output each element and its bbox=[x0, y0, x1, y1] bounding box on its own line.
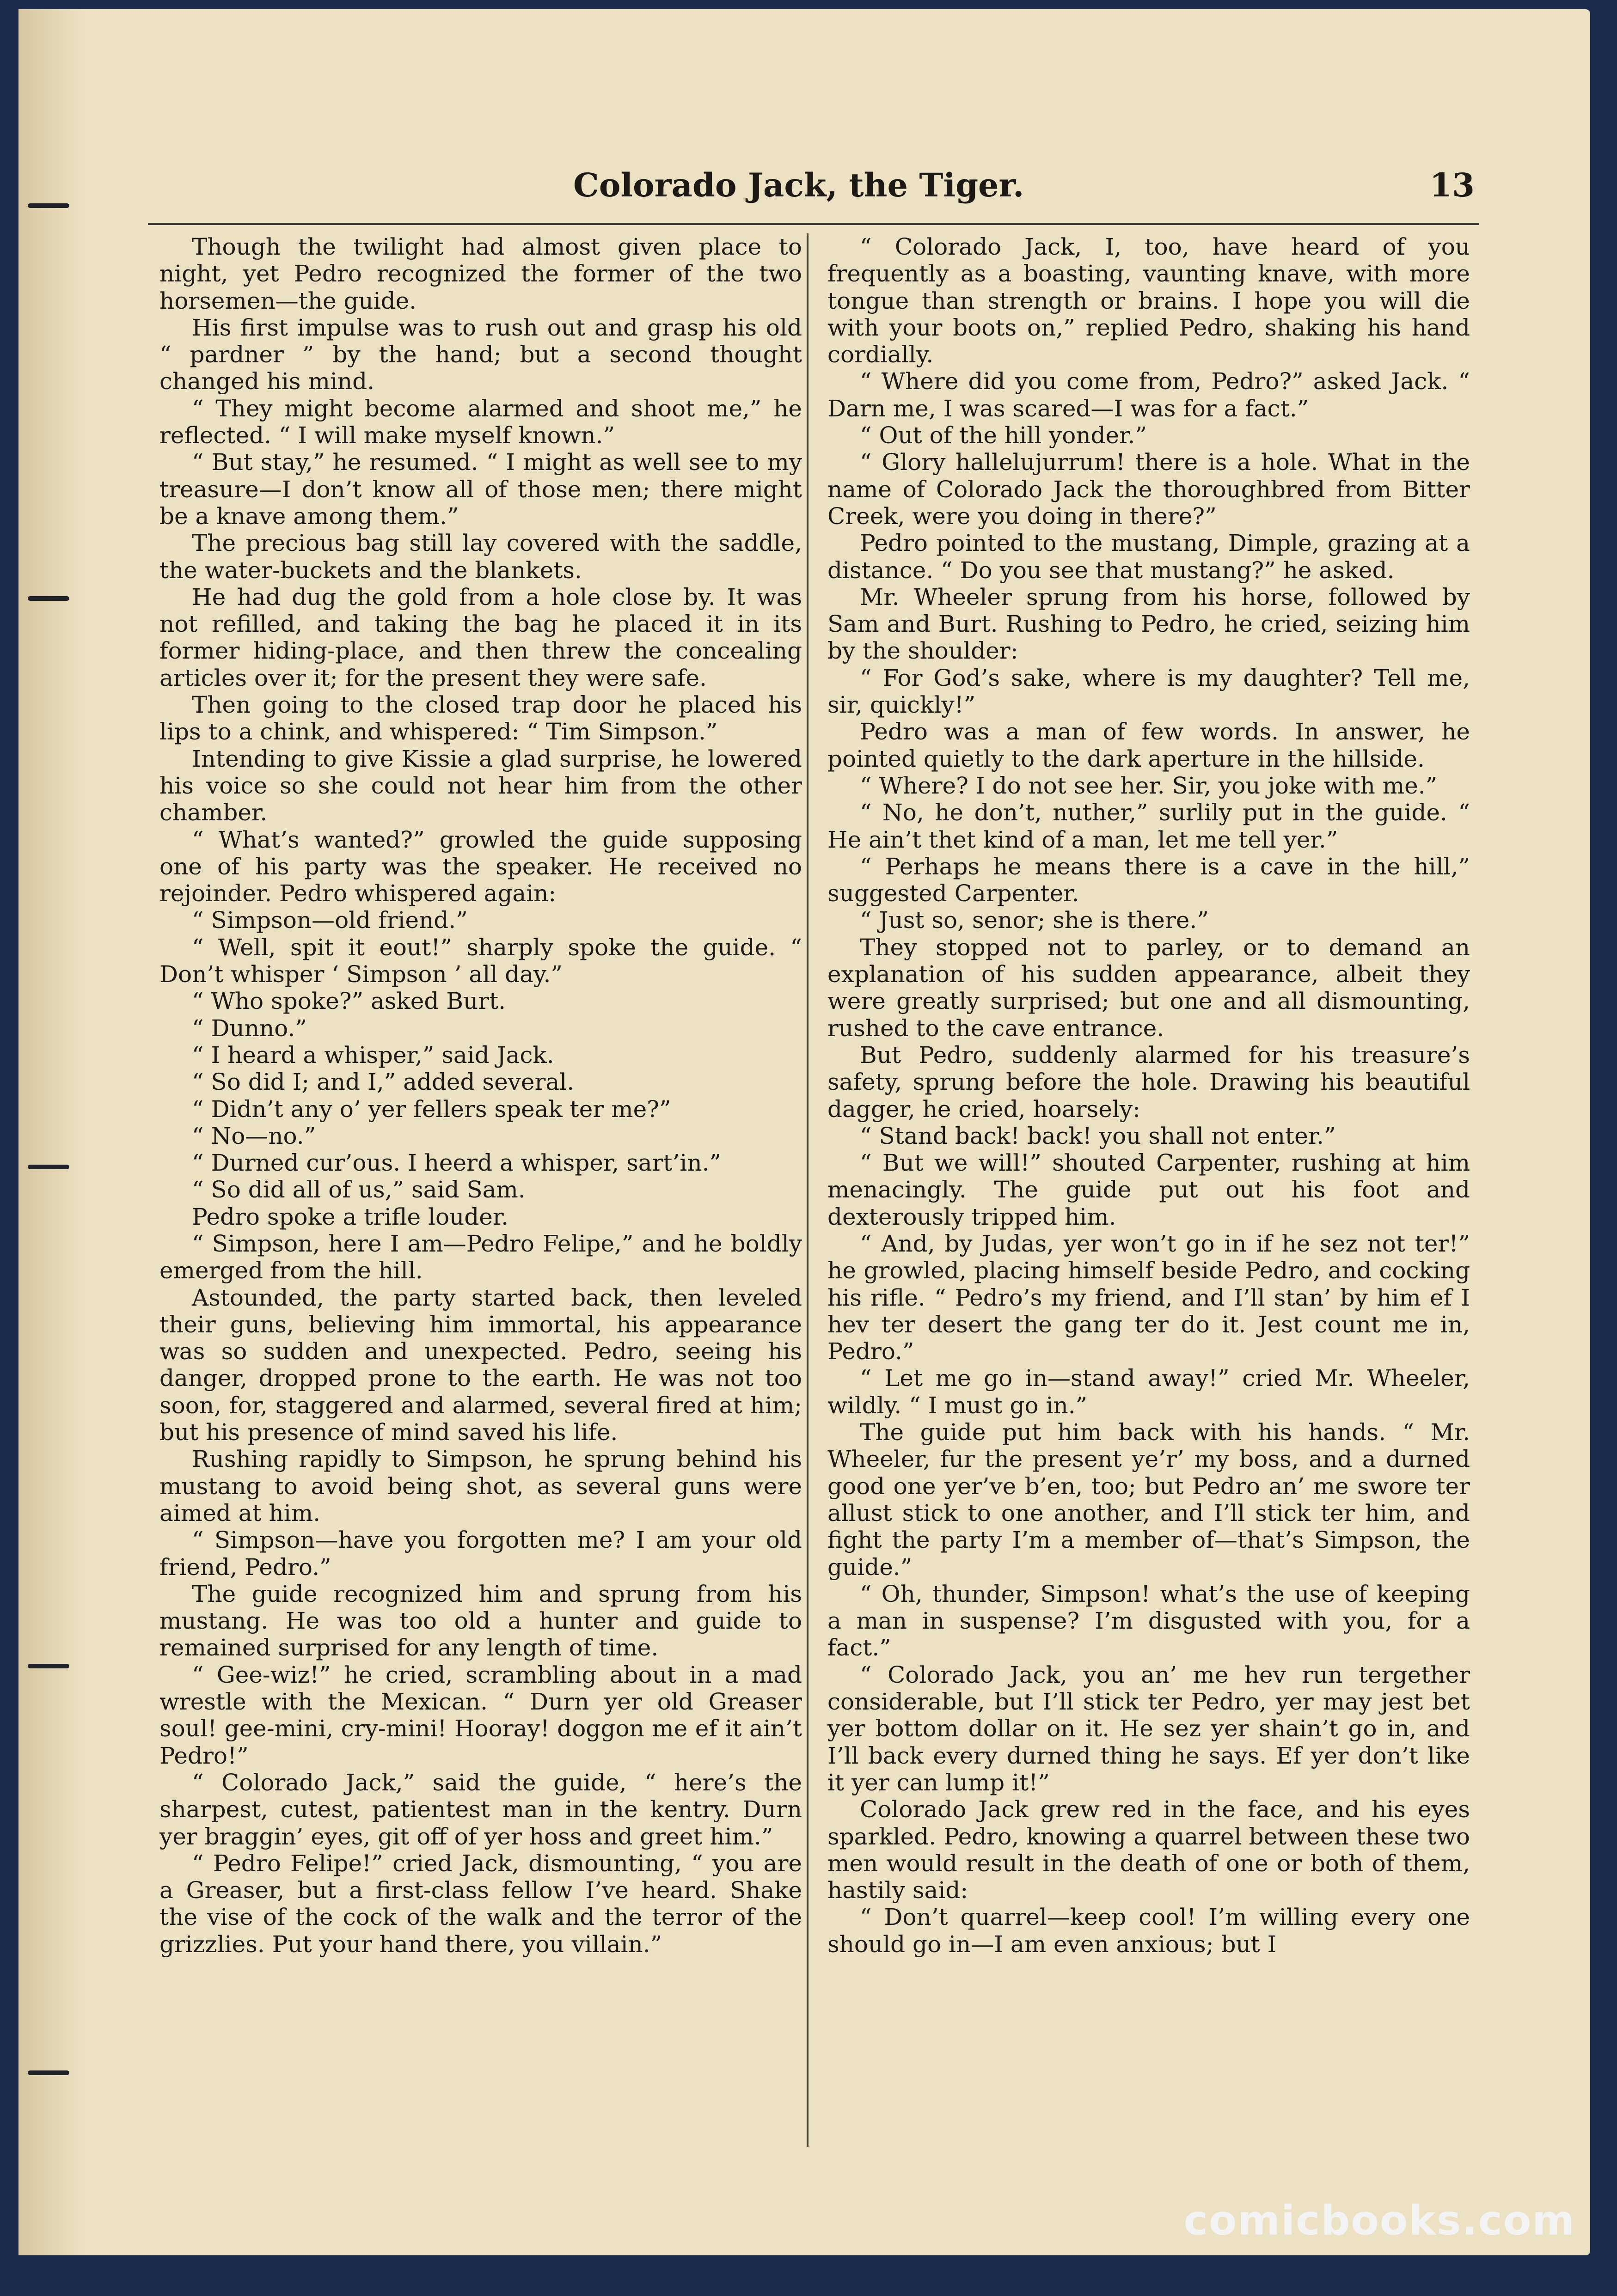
paragraph: “ So did all of us,” said Sam. bbox=[192, 1176, 526, 1203]
paragraph: The guide put him back with his hands. “ Mr. Wheeler, fur the present ye’r’ my boss, and a durned good one yer’ve b’en, too; but Pedro an’ me swore ter allust stick to one another, and I’ll stick ter him, and fight the party I’m a member of—that’s Simpson, the guide.” bbox=[827, 1419, 1470, 1581]
running-title: Colorado Jack, the Tiger. bbox=[573, 165, 1024, 204]
header-rule bbox=[148, 223, 1479, 225]
paragraph: The precious bag still lay covered with the saddle, the water-buckets and the blankets. bbox=[159, 530, 802, 584]
paragraph: “ Colorado Jack,” said the guide, “ here’s the sharpest, cutest, patientest man in the kentry. Durn yer braggin’ eyes, git off of yer hoss and greet him.” bbox=[159, 1769, 802, 1850]
paragraph: “ Colorado Jack, you an’ me hev run tergether considerable, but I’ll stick ter Pedro, yer may jest bet yer bottom dollar on it. He sez yer shain’t go in, and I’ll back every durned thing he says. Ef yer don’t like it yer can lump it!” bbox=[827, 1661, 1470, 1796]
paragraph: “ Don’t quarrel—keep cool! I’m willing every one should go in—I am even anxious; but I bbox=[827, 1904, 1470, 1958]
paragraph: “ I heard a whisper,” said Jack. bbox=[192, 1041, 554, 1069]
paragraph: But Pedro, suddenly alarmed for his treasure’s safety, sprung before the hole. Drawing his beautiful dagger, he cried, hoarsely: bbox=[827, 1041, 1470, 1123]
paragraph: “ Who spoke?” asked Burt. bbox=[192, 988, 506, 1015]
paragraph: Though the twilight had almost given place to night, yet Pedro recognized the former of the two horsemen—the guide. bbox=[159, 233, 802, 314]
paragraph: “ Colorado Jack, I, too, have heard of you frequently as a boasting, vaunting knave, with more tongue than strength or brains. I hope you will die with your boots on,” replied Pedro, shaking his hand cordially. bbox=[827, 233, 1470, 368]
paragraph: “ Gee-wiz!” he cried, scrambling about in a mad wrestle with the Mexican. “ Durn yer old Greaser soul! gee-mini, cry-mini! Hooray! doggon me ef it ain’t Pedro!” bbox=[159, 1661, 802, 1769]
paragraph: “ What’s wanted?” growled the guide supposing one of his party was the speaker. He received no rejoinder. Pedro whispered again: bbox=[159, 826, 802, 907]
paragraph: “ Stand back! back! you shall not enter.” bbox=[860, 1122, 1336, 1149]
paragraph: “ And, by Judas, yer won’t go in if he sez not ter!” he growled, placing himself beside Pedro, and cocking his rifle. “ Pedro’s my friend, and I’ll stan’ by him ef I hev ter desert the gang ter do it. Jest count me in, Pedro.” bbox=[827, 1230, 1470, 1365]
paragraph: Mr. Wheeler sprung from his horse, followed by Sam and Burt. Rushing to Pedro, he cried, seizing him by the shoulder: bbox=[827, 583, 1470, 665]
page-spine bbox=[18, 9, 83, 2255]
paragraph: “ No, he don’t, nuther,” surlily put in the guide. “ He ain’t thet kind of a man, let me tell yer.” bbox=[827, 799, 1470, 853]
paragraph: Pedro spoke a trifle louder. bbox=[192, 1203, 509, 1230]
binding-stitch bbox=[28, 1664, 69, 1668]
paragraph: “ Perhaps he means there is a cave in the hill,” suggested Carpenter. bbox=[827, 853, 1470, 907]
watermark: comicbooks.com bbox=[1183, 2197, 1575, 2244]
paragraph: “ For God’s sake, where is my daughter? Tell me, sir, quickly!” bbox=[827, 664, 1470, 719]
paragraph: Rushing rapidly to Simpson, he sprung behind his mustang to avoid being shot, as several guns were aimed at him. bbox=[159, 1446, 802, 1527]
paragraph: “ Glory hallelujurrum! there is a hole. What in the name of Colorado Jack the thoroughbred from Bitter Creek, were you doing in there?” bbox=[827, 449, 1470, 530]
paragraph: “ Pedro Felipe!” cried Jack, dismounting, “ you are a Greaser, but a first-class fellow I’ve heard. Shake the vise of the cock of the walk and the terror of the grizzlies. Put your hand there, you villain.” bbox=[159, 1850, 802, 1958]
text-column-right bbox=[827, 233, 1470, 2137]
paragraph: “ So did I; and I,” added several. bbox=[192, 1069, 575, 1096]
paragraph: Colorado Jack grew red in the face, and his eyes sparkled. Pedro, knowing a quarrel between these two men would result in the death of one or both of them, hastily said: bbox=[827, 1796, 1470, 1904]
paragraph: “ Durned cur’ous. I heerd a whisper, sart’in.” bbox=[192, 1149, 722, 1177]
running-header bbox=[573, 157, 1475, 213]
paragraph: “ But stay,” he resumed. “ I might as well see to my treasure—I don’t know all of those men; there might be a knave among them.” bbox=[159, 449, 802, 530]
paragraph: “ Didn’t any o’ yer fellers speak ter me?” bbox=[192, 1095, 671, 1123]
paragraph: His first impulse was to rush out and grasp his old “ pardner ” by the hand; but a second thought changed his mind. bbox=[159, 314, 802, 395]
paragraph: “ Dunno.” bbox=[192, 1014, 307, 1042]
column-divider bbox=[807, 233, 808, 2147]
paragraph: “ Just so, senor; she is there.” bbox=[860, 907, 1209, 934]
paragraph: “ No—no.” bbox=[192, 1122, 316, 1149]
binding-stitch bbox=[28, 2070, 69, 2075]
paragraph: “ But we will!” shouted Carpenter, rushing at him menacingly. The guide put out his foot and dexterously tripped him. bbox=[827, 1149, 1470, 1230]
paragraph: “ Where did you come from, Pedro?” asked Jack. “ Darn me, I was scared—I was for a fact.” bbox=[827, 368, 1470, 422]
paragraph: Pedro was a man of few words. In answer, he pointed quietly to the dark aperture in the hillside. bbox=[827, 718, 1470, 772]
paragraph: “ Oh, thunder, Simpson! what’s the use of keeping a man in suspense? I’m disgusted with you, for a fact.” bbox=[827, 1580, 1470, 1661]
binding-stitch bbox=[28, 203, 69, 208]
paragraph: “ Simpson—old friend.” bbox=[192, 907, 468, 934]
paragraph: “ Where? I do not see her. Sir, you joke with me.” bbox=[860, 772, 1438, 799]
paragraph: Pedro pointed to the mustang, Dimple, grazing at a distance. “ Do you see that mustang?” he asked. bbox=[827, 530, 1470, 584]
paragraph: Astounded, the party started back, then leveled their guns, believing him immortal, his appearance was so sudden and unexpected. Pedro, seeing his danger, dropped prone to the earth. He was not too soon, for, staggered and alarmed, several fired at him; but his presence of mind saved his life. bbox=[159, 1284, 802, 1446]
paragraph: “ Simpson—have you forgotten me? I am your old friend, Pedro.” bbox=[159, 1527, 802, 1581]
paragraph: “ Simpson, here I am—Pedro Felipe,” and he boldly emerged from the hill. bbox=[159, 1230, 802, 1284]
text-column-left bbox=[159, 233, 802, 2137]
paragraph: He had dug the gold from a hole close by. It was not refilled, and taking the bag he placed it in its former hiding-place, and then threw the concealing articles over it; for the present they were safe. bbox=[159, 583, 802, 691]
page-number: 13 bbox=[1429, 165, 1475, 204]
paragraph: “ Let me go in—stand away!” cried Mr. Wheeler, wildly. “ I must go in.” bbox=[827, 1365, 1470, 1419]
paragraph: They stopped not to parley, or to demand an explanation of his sudden appearance, albeit they were greatly surprised; but one and all dismounting, rushed to the cave entrance. bbox=[827, 934, 1470, 1042]
binding-stitch bbox=[28, 596, 69, 601]
binding-stitch bbox=[28, 1165, 69, 1169]
paragraph: Intending to give Kissie a glad surprise, he lowered his voice so she could not hear him from the other chamber. bbox=[159, 745, 802, 826]
paragraph: “ Out of the hill yonder.” bbox=[860, 422, 1147, 449]
paragraph: Then going to the closed trap door he placed his lips to a chink, and whispered: “ Tim Simpson.” bbox=[159, 691, 802, 745]
paragraph: “ They might become alarmed and shoot me,” he reflected. “ I will make myself known.” bbox=[159, 395, 802, 449]
paragraph: The guide recognized him and sprung from his mustang. He was too old a hunter and guide to remained surprised for any length of time. bbox=[159, 1580, 802, 1661]
paragraph: “ Well, spit it eout!” sharply spoke the guide. “ Don’t whisper ‘ Simpson ’ all day.” bbox=[159, 934, 802, 988]
